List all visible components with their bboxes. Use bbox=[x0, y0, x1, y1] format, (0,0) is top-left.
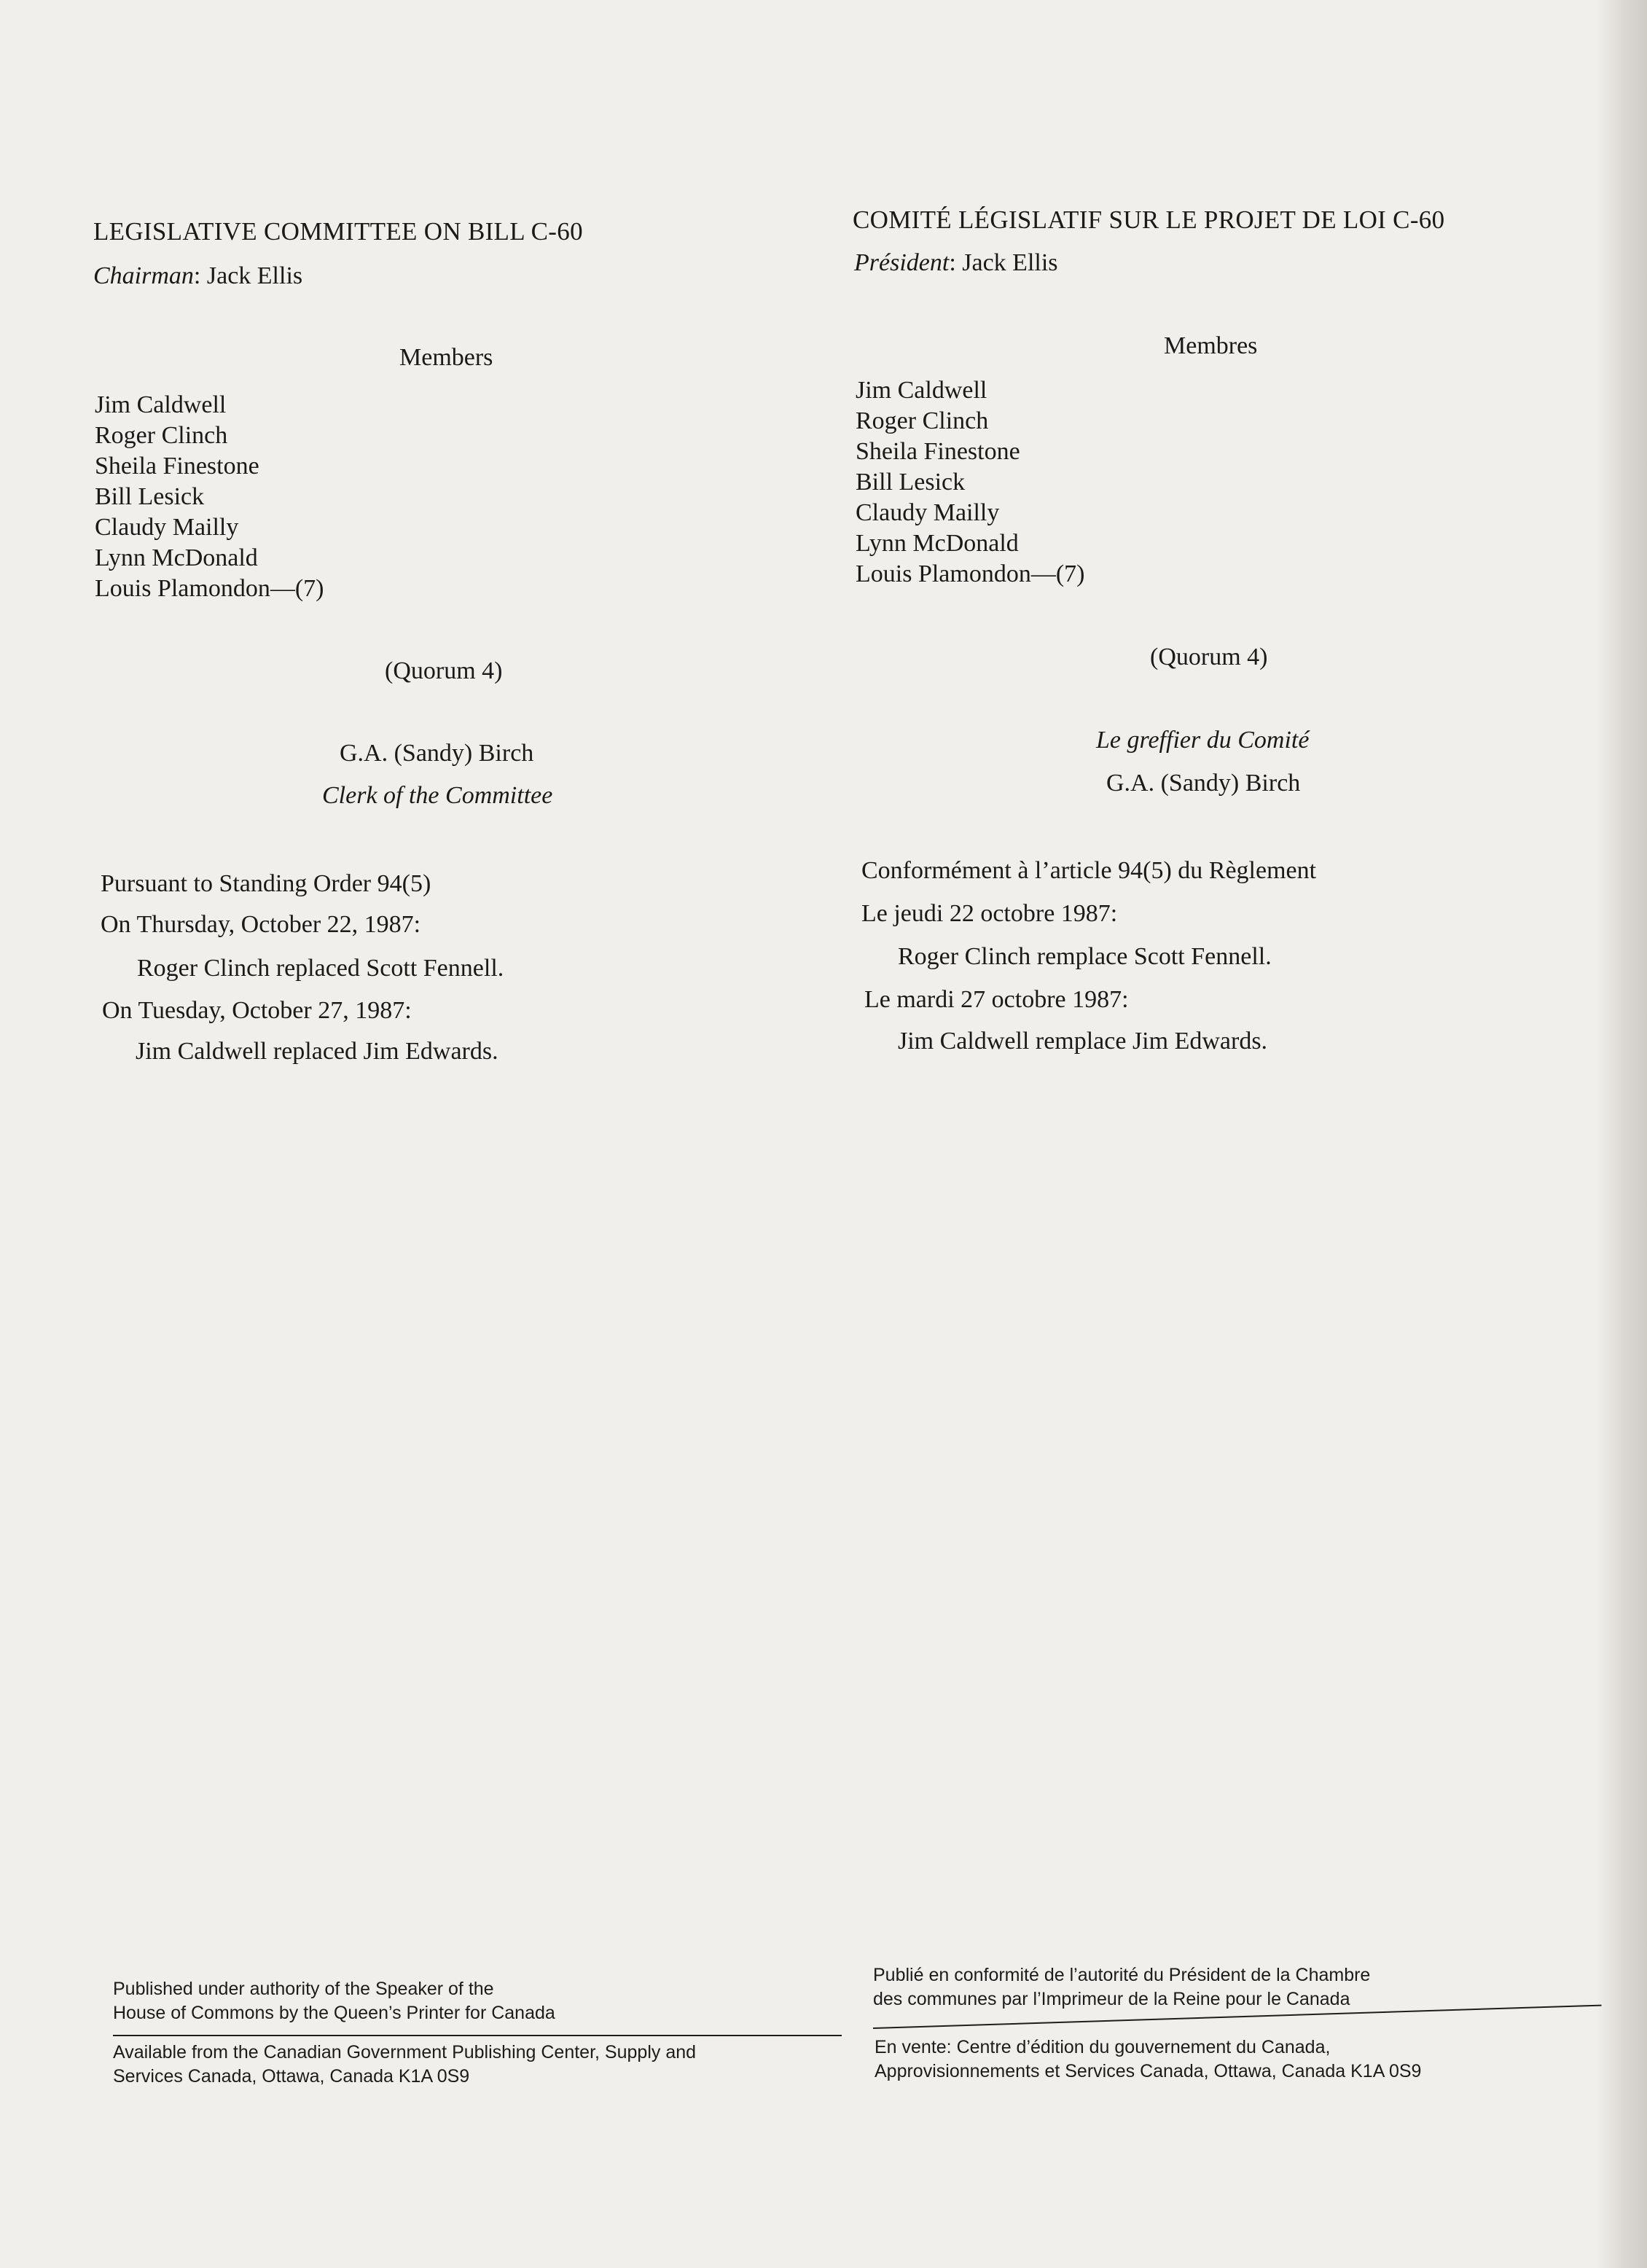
english-quorum: (Quorum 4) bbox=[385, 657, 503, 684]
member-item: Lynn McDonald bbox=[856, 530, 1019, 557]
french-date-1: Le jeudi 22 octobre 1987: bbox=[861, 900, 1118, 927]
chairman-name: Jack Ellis bbox=[206, 262, 303, 289]
french-clerk-name: G.A. (Sandy) Birch bbox=[1106, 770, 1301, 797]
english-members-list bbox=[95, 390, 324, 604]
member-item: Claudy Mailly bbox=[856, 499, 1000, 526]
published-line: House of Commons by the Queen’s Printer for Canada bbox=[113, 2003, 555, 2023]
published-line: des communes par l’Imprimeur de la Reine pour le Canada bbox=[873, 1989, 1350, 2009]
member-item: Bill Lesick bbox=[856, 469, 966, 496]
english-standing-order: Pursuant to Standing Order 94(5) bbox=[101, 870, 431, 897]
english-change-2: Jim Caldwell replaced Jim Edwards. bbox=[136, 1038, 498, 1065]
president-label: Président bbox=[854, 249, 950, 276]
availability-line: Available from the Canadian Government Publishing Center, Supply and bbox=[113, 2042, 697, 2062]
member-item: Louis Plamondon—(7) bbox=[856, 560, 1085, 587]
french-clerk-title: Le greffier du Comité bbox=[1096, 727, 1310, 754]
member-item: Jim Caldwell bbox=[856, 377, 987, 404]
english-change-1: Roger Clinch replaced Scott Fennell. bbox=[137, 955, 504, 982]
member-item: Bill Lesick bbox=[95, 483, 205, 510]
english-published-notice bbox=[113, 1977, 555, 2025]
english-members-heading: Members bbox=[399, 344, 493, 371]
member-item: Roger Clinch bbox=[95, 422, 228, 449]
french-standing-order: Conformément à l’article 94(5) du Règlement bbox=[861, 857, 1317, 884]
french-president-line: Président: Jack Ellis bbox=[854, 249, 1058, 276]
french-members-list bbox=[856, 375, 1084, 590]
french-published-notice bbox=[873, 1963, 1370, 2011]
member-item: Louis Plamondon—(7) bbox=[95, 575, 324, 602]
english-footer-rule bbox=[113, 2035, 842, 2036]
french-change-2: Jim Caldwell remplace Jim Edwards. bbox=[898, 1028, 1268, 1055]
english-availability-notice bbox=[113, 2041, 696, 2089]
member-item: Jim Caldwell bbox=[95, 391, 227, 418]
member-item: Sheila Finestone bbox=[95, 453, 259, 480]
published-line: Published under authority of the Speaker of the bbox=[113, 1979, 494, 1999]
member-item: Lynn McDonald bbox=[95, 544, 258, 571]
english-clerk-title: Clerk of the Committee bbox=[322, 782, 553, 809]
chairman-label: Chairman bbox=[93, 262, 194, 289]
availability-line: En vente: Centre d’édition du gouvernement du Canada, bbox=[875, 2037, 1331, 2057]
french-change-1: Roger Clinch remplace Scott Fennell. bbox=[898, 943, 1272, 970]
president-name: Jack Ellis bbox=[962, 249, 1058, 276]
english-date-2: On Tuesday, October 27, 1987: bbox=[102, 997, 412, 1024]
availability-line: Approvisionnements et Services Canada, Ottawa, Canada K1A 0S9 bbox=[875, 2061, 1422, 2081]
french-committee-title: COMITÉ LÉGISLATIF SUR LE PROJET DE LOI C-60 bbox=[853, 206, 1445, 234]
french-quorum: (Quorum 4) bbox=[1150, 644, 1268, 670]
availability-line: Services Canada, Ottawa, Canada K1A 0S9 bbox=[113, 2066, 470, 2087]
english-date-1: On Thursday, October 22, 1987: bbox=[101, 911, 421, 938]
published-line: Publié en conformité de l’autorité du Président de la Chambre bbox=[873, 1965, 1371, 1985]
english-clerk-name: G.A. (Sandy) Birch bbox=[340, 740, 534, 767]
page-edge-shadow bbox=[1596, 0, 1647, 2268]
french-date-2: Le mardi 27 octobre 1987: bbox=[864, 986, 1129, 1013]
member-item: Roger Clinch bbox=[856, 407, 989, 434]
english-committee-title: LEGISLATIVE COMMITTEE ON BILL C-60 bbox=[93, 217, 583, 246]
member-item: Claudy Mailly bbox=[95, 514, 239, 541]
french-availability-notice bbox=[875, 2036, 1421, 2084]
french-members-heading: Membres bbox=[1164, 332, 1258, 359]
member-item: Sheila Finestone bbox=[856, 438, 1020, 465]
english-chairman-line: Chairman: Jack Ellis bbox=[93, 262, 303, 289]
